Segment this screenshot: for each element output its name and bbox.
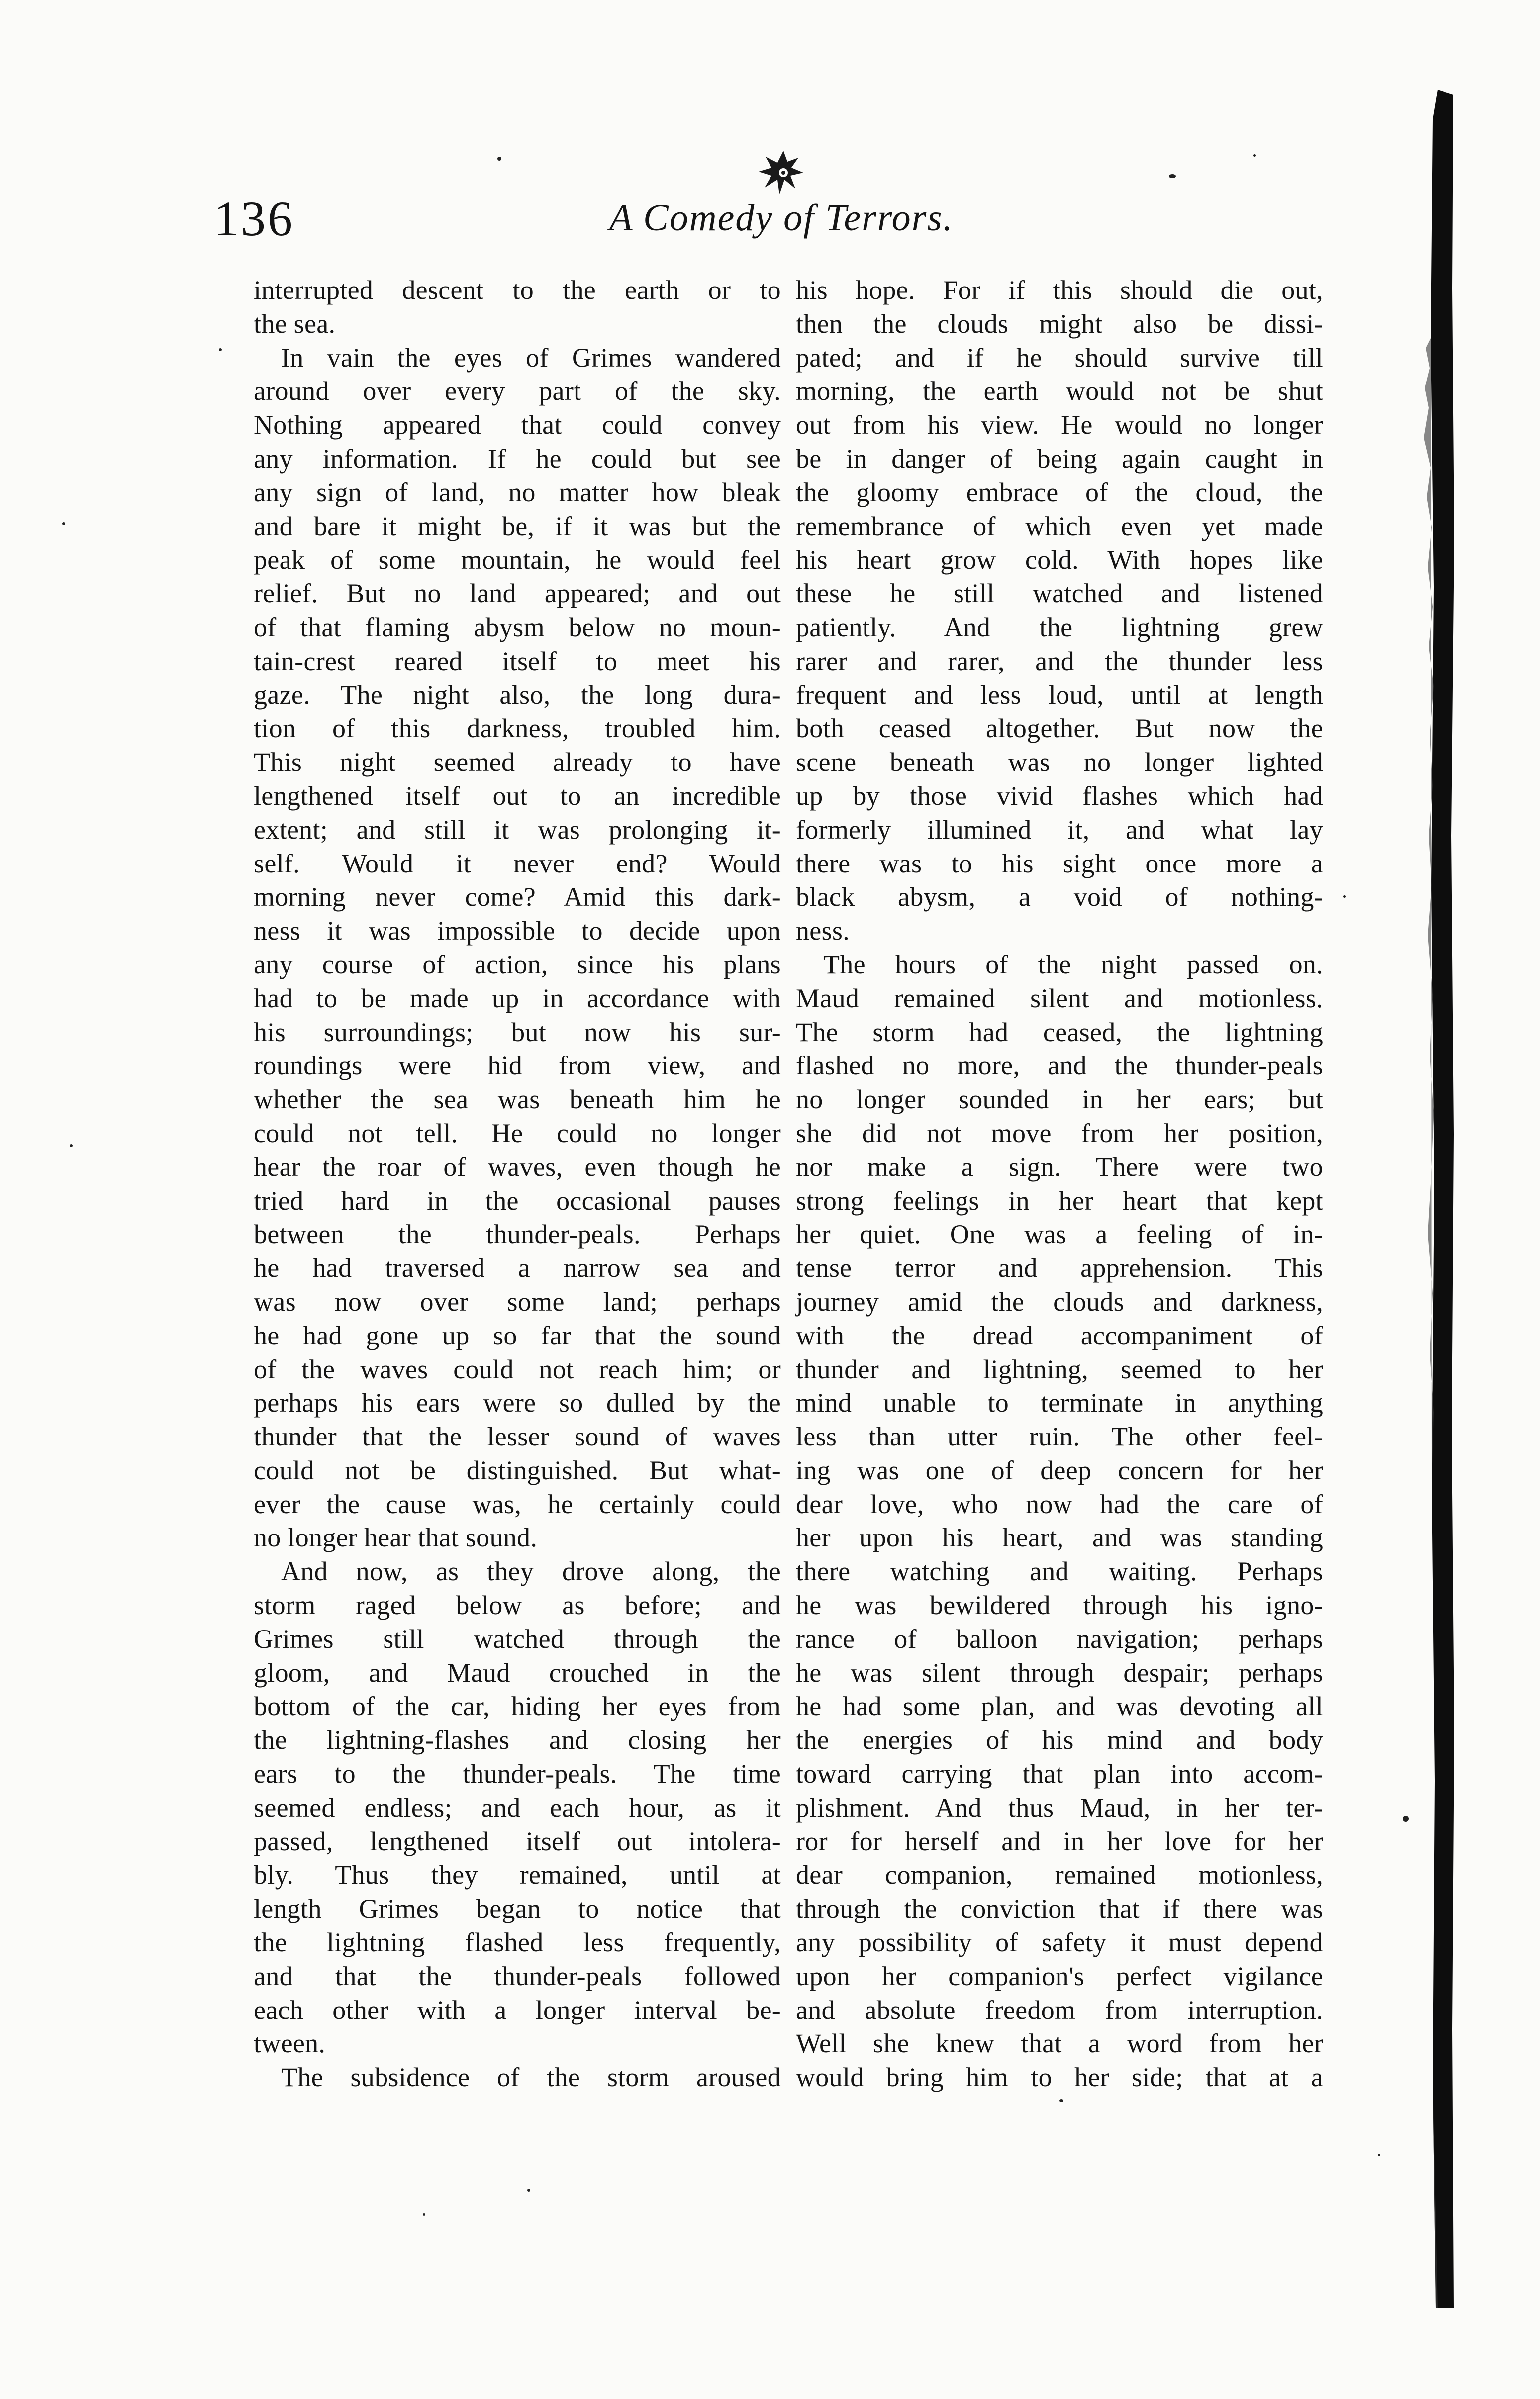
text-line: around over every part of the sky.	[254, 376, 781, 406]
text-line: remembrance of which even yet made	[796, 511, 1323, 541]
scan-speck	[1403, 1816, 1409, 1822]
text-line: any information. If he could but see	[254, 443, 781, 474]
text-line: the energies of his mind and body	[796, 1725, 1323, 1755]
text-line: ever the cause was, he certainly could	[254, 1489, 781, 1519]
text-line: roundings were hid from view, and	[254, 1051, 781, 1081]
text-line: In vain the eyes of Grimes wandered	[281, 342, 781, 373]
page-number: 136	[214, 191, 294, 246]
text-line: of that flaming abysm below no moun-	[254, 612, 781, 642]
text-line: bottom of the car, hiding her eyes from	[254, 1691, 781, 1722]
text-line: of the waves could not reach him; or	[254, 1354, 781, 1384]
text-line: lengthened itself out to an incredible	[254, 780, 781, 811]
text-line: mind unable to terminate in anything	[796, 1388, 1323, 1418]
text-line: storm raged below as before; and	[254, 1590, 781, 1621]
scan-speck	[497, 157, 501, 161]
binding-shadow-edge	[1418, 90, 1477, 2308]
text-line: tense terror and apprehension. This	[796, 1253, 1323, 1283]
left-column	[254, 274, 781, 2095]
text-line: peak of some mountain, he would feel	[254, 545, 781, 575]
text-line: she did not move from her position,	[796, 1118, 1323, 1148]
text-line: dear companion, remained motionless,	[796, 1860, 1323, 1890]
text-line: self. Would it never end? Would	[254, 848, 781, 878]
text-line: the gloomy embrace of the cloud, the	[796, 477, 1323, 507]
text-line: tween.	[254, 2028, 326, 2059]
text-line: both ceased altogether. But now the	[796, 713, 1323, 744]
text-line: ror for herself and in her love for her	[796, 1826, 1323, 1856]
text-line: whether the sea was beneath him he	[254, 1084, 781, 1115]
scan-speck	[527, 2189, 530, 2192]
text-line: frequent and less loud, until at length	[796, 679, 1323, 710]
text-line: gaze. The night also, the long dura-	[254, 679, 781, 710]
text-line: tried hard in the occasional pauses	[254, 1185, 781, 1216]
text-line: perhaps his ears were so dulled by the	[254, 1388, 781, 1418]
text-line: The subsidence of the storm aroused	[281, 2062, 781, 2093]
text-line: these he still watched and listened	[796, 578, 1323, 609]
text-line: would bring him to her side; that at a	[796, 2062, 1323, 2093]
text-line: ness it was impossible to decide upon	[254, 916, 781, 946]
text-line: ness.	[796, 916, 850, 946]
text-line: upon her companion's perfect vigilance	[796, 1961, 1323, 1991]
text-line: thunder that the lesser sound of waves	[254, 1422, 781, 1452]
text-line: tain-crest reared itself to meet his	[254, 646, 781, 676]
text-line: no longer hear that sound.	[254, 1523, 538, 1553]
text-line: morning, the earth would not be shut	[796, 376, 1323, 406]
text-line: he had traversed a narrow sea and	[254, 1253, 781, 1283]
text-line: dear love, who now had the care of	[796, 1489, 1323, 1519]
scan-speck	[1059, 2099, 1063, 2102]
scan-speck	[423, 2213, 425, 2216]
text-line: he was silent through despair; perhaps	[796, 1657, 1323, 1688]
text-line: interrupted descent to the earth or to	[254, 275, 781, 305]
text-line: had to be made up in accordance with	[254, 983, 781, 1013]
text-line: the lightning flashed less frequently,	[254, 1927, 781, 1958]
text-line: The storm had ceased, the lightning	[796, 1017, 1323, 1047]
text-line: ing was one of deep concern for her	[796, 1455, 1323, 1485]
printer-ornament-icon	[754, 147, 813, 201]
scan-speck	[219, 348, 222, 351]
text-line: his surroundings; but now his sur-	[254, 1017, 781, 1047]
text-line: then the clouds might also be dissi-	[796, 308, 1323, 339]
text-line: any course of action, since his plans	[254, 949, 781, 979]
text-line: any sign of land, no matter how bleak	[254, 477, 781, 507]
text-line: flashed no more, and the thunder-peals	[796, 1051, 1323, 1081]
text-line: hear the roar of waves, even though he	[254, 1152, 781, 1182]
text-line: formerly illumined it, and what lay	[796, 814, 1323, 845]
text-line: plishment. And thus Maud, in her ter-	[796, 1792, 1323, 1823]
text-line: gloom, and Maud crouched in the	[254, 1657, 781, 1688]
text-line: bly. Thus they remained, until at	[254, 1860, 781, 1890]
scan-speck	[1343, 895, 1346, 898]
text-line: with the dread accompaniment of	[796, 1320, 1323, 1350]
text-line: her quiet. One was a feeling of in-	[796, 1219, 1323, 1249]
text-line: and that the thunder-peals followed	[254, 1961, 781, 1991]
scan-speck	[62, 522, 65, 525]
text-line: the lightning-flashes and closing her	[254, 1725, 781, 1755]
scan-speck	[1253, 154, 1256, 157]
text-line: and absolute freedom from interruption.	[796, 1995, 1323, 2025]
text-line: rarer and rarer, and the thunder less	[796, 646, 1323, 676]
text-line: toward carrying that plan into accom-	[796, 1759, 1323, 1789]
text-line: no longer sounded in her ears; but	[796, 1084, 1323, 1115]
text-line: ears to the thunder-peals. The time	[254, 1759, 781, 1789]
text-line: and bare it might be, if it was but the	[254, 511, 781, 541]
text-line: passed, lengthened itself out intolera-	[254, 1826, 781, 1856]
text-line: nor make a sign. There were two	[796, 1152, 1323, 1182]
text-line: pated; and if he should survive till	[796, 342, 1323, 373]
text-line: thunder and lightning, seemed to her	[796, 1354, 1323, 1384]
text-line: he had some plan, and was devoting all	[796, 1691, 1323, 1722]
text-line: he had gone up so far that the sound	[254, 1320, 781, 1350]
text-line: relief. But no land appeared; and out	[254, 578, 781, 609]
scan-speck	[1169, 174, 1176, 178]
text-line: could not be distinguished. But what-	[254, 1455, 781, 1485]
text-line: be in danger of being again caught in	[796, 443, 1323, 474]
text-line: journey amid the clouds and darkness,	[796, 1286, 1323, 1317]
text-line: could not tell. He could no longer	[254, 1118, 781, 1148]
text-line: each other with a longer interval be-	[254, 1995, 781, 2025]
text-line: there was to his sight once more a	[796, 848, 1323, 878]
text-line: morning never come? Amid this dark-	[254, 882, 781, 912]
text-line: up by those vivid flashes which had	[796, 780, 1323, 811]
text-line: Well she knew that a word from her	[796, 2028, 1323, 2059]
text-line: scene beneath was no longer lighted	[796, 747, 1323, 777]
text-line: out from his view. He would no longer	[796, 410, 1323, 440]
text-line: strong feelings in her heart that kept	[796, 1185, 1323, 1216]
text-line: the sea.	[254, 308, 336, 339]
text-line: Maud remained silent and motionless.	[796, 983, 1323, 1013]
text-line: And now, as they drove along, the	[281, 1556, 781, 1587]
text-line: between the thunder-peals. Perhaps	[254, 1219, 781, 1249]
text-line: black abysm, a void of nothing-	[796, 882, 1323, 912]
text-line: seemed endless; and each hour, as it	[254, 1792, 781, 1823]
scan-speck	[70, 1144, 73, 1147]
right-column	[796, 274, 1323, 2095]
text-line: his hope. For if this should die out,	[796, 275, 1323, 305]
text-line: less than utter ruin. The other feel-	[796, 1422, 1323, 1452]
text-line: extent; and still it was prolonging it-	[254, 814, 781, 845]
text-line: length Grimes began to notice that	[254, 1894, 781, 1924]
text-line: Nothing appeared that could convey	[254, 410, 781, 440]
text-line: there watching and waiting. Perhaps	[796, 1556, 1323, 1587]
text-line: through the conviction that if there was	[796, 1894, 1323, 1924]
text-line: The hours of the night passed on.	[823, 949, 1323, 979]
scan-speck	[1378, 2154, 1380, 2156]
text-line: This night seemed already to have	[254, 747, 781, 777]
text-line: he was bewildered through his igno-	[796, 1590, 1323, 1621]
text-line: his heart grow cold. With hopes like	[796, 545, 1323, 575]
text-line: tion of this darkness, troubled him.	[254, 713, 781, 744]
text-line: was now over some land; perhaps	[254, 1286, 781, 1317]
text-line: her upon his heart, and was standing	[796, 1523, 1323, 1553]
text-line: rance of balloon navigation; perhaps	[796, 1624, 1323, 1654]
text-line: any possibility of safety it must depend	[796, 1927, 1323, 1958]
running-title: A Comedy of Terrors.	[609, 197, 954, 239]
text-line: Grimes still watched through the	[254, 1624, 781, 1654]
text-line: patiently. And the lightning grew	[796, 612, 1323, 642]
